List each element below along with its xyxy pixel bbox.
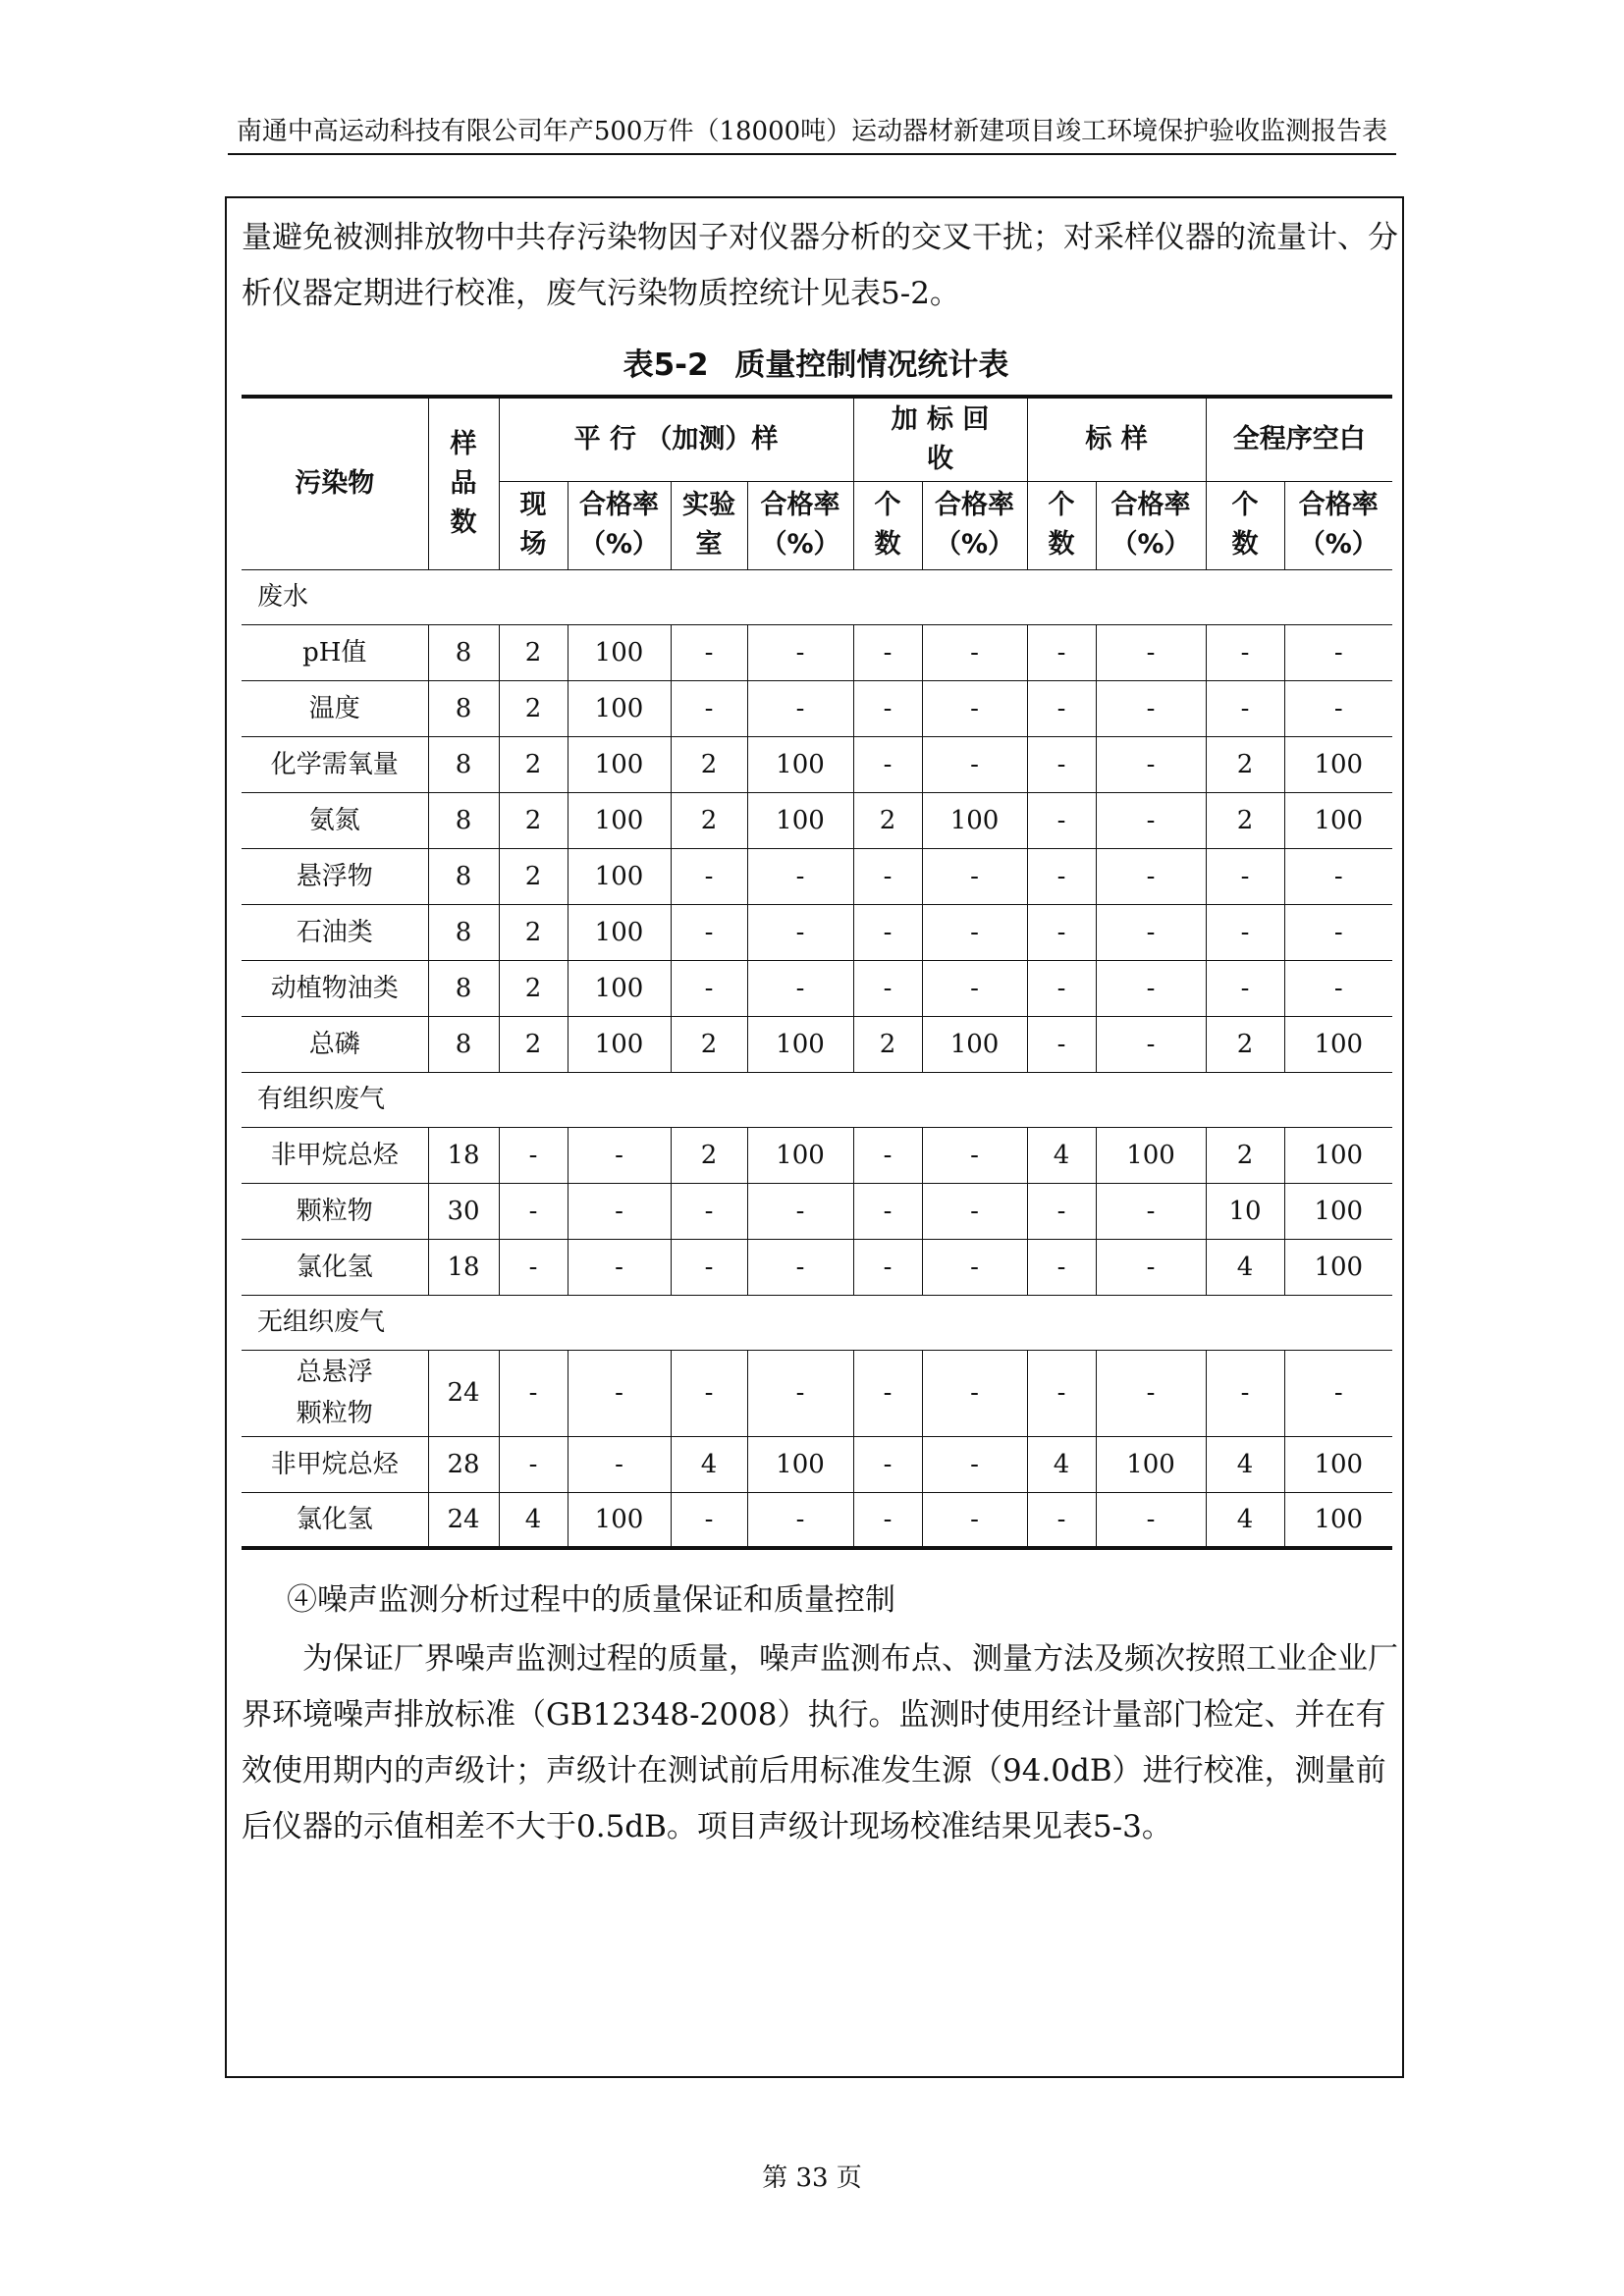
value-cell: - <box>1096 848 1206 904</box>
value-cell: 100 <box>1096 1127 1206 1183</box>
subheader-spike-rate <box>922 481 1027 569</box>
value-cell: 10 <box>1206 1183 1284 1239</box>
value-cell: 2 <box>853 792 922 848</box>
table-row <box>242 792 1392 848</box>
pollutant-cell: 动植物油类 <box>242 960 428 1016</box>
value-cell: 24 <box>428 1492 499 1548</box>
pollutant-cell: 氯化氢 <box>242 1239 428 1295</box>
value-cell: 100 <box>1284 1127 1392 1183</box>
value-cell: 4 <box>1027 1436 1096 1492</box>
value-cell: 100 <box>568 1492 671 1548</box>
value-cell: 8 <box>428 736 499 792</box>
value-cell: 100 <box>747 1436 853 1492</box>
value-cell: - <box>671 1183 747 1239</box>
noise-paragraph: 为保证厂界噪声监测过程的质量，噪声监测布点、测量方法及频次按照工业企业厂界环境噪声排放标准（GB12348-2008）执行。监测时使用经计量部门检定、并在有效使用期内的声级计；声级计在测试前后用标准发生源（94.0dB）进行校准，测量前后仪器的示值相差不大于0.5dB。项目声级计现场校准结果见表5-3。 <box>242 1641 1398 1844</box>
value-cell: - <box>922 624 1027 680</box>
value-cell: 2 <box>499 736 568 792</box>
table-title <box>242 344 1390 387</box>
value-cell: 100 <box>568 1016 671 1072</box>
value-cell: - <box>853 736 922 792</box>
value-cell: 100 <box>1284 1436 1392 1492</box>
pollutant-cell: 非甲烷总烃 <box>242 1127 428 1183</box>
value-cell: - <box>1206 1350 1284 1436</box>
value-cell: 100 <box>747 1127 853 1183</box>
table-row <box>242 1127 1392 1183</box>
value-cell: 8 <box>428 792 499 848</box>
value-cell: 100 <box>1284 1016 1392 1072</box>
pollutant-cell <box>242 1350 428 1436</box>
value-cell: - <box>747 1239 853 1295</box>
pollutant-cell: 石油类 <box>242 904 428 960</box>
category-row <box>242 1072 1392 1127</box>
value-cell: - <box>747 624 853 680</box>
value-cell: 2 <box>671 1127 747 1183</box>
pollutant-cell: 氯化氢 <box>242 1492 428 1548</box>
value-cell: - <box>1284 680 1392 736</box>
pollutant-cell: 温度 <box>242 680 428 736</box>
quality-control-table <box>242 395 1392 1550</box>
value-cell: - <box>922 1239 1027 1295</box>
pollutant-cell: 氨氮 <box>242 792 428 848</box>
value-cell: 2 <box>499 792 568 848</box>
value-cell: 2 <box>1206 792 1284 848</box>
header-sample-count-text: 样品数 <box>450 428 477 538</box>
category-row <box>242 1295 1392 1350</box>
value-cell: - <box>1206 680 1284 736</box>
value-cell: - <box>1284 960 1392 1016</box>
value-cell: - <box>1027 904 1096 960</box>
value-cell: 2 <box>499 680 568 736</box>
table-row <box>242 680 1392 736</box>
value-cell: 4 <box>671 1436 747 1492</box>
table-row <box>242 736 1392 792</box>
value-cell: 100 <box>568 736 671 792</box>
value-cell: - <box>853 904 922 960</box>
value-cell: - <box>1027 1239 1096 1295</box>
table-row <box>242 1492 1392 1548</box>
value-cell: 100 <box>922 792 1027 848</box>
value-cell: - <box>568 1239 671 1295</box>
value-cell: - <box>1096 680 1206 736</box>
value-cell: - <box>568 1127 671 1183</box>
value-cell: 4 <box>499 1492 568 1548</box>
value-cell: 100 <box>1284 1492 1392 1548</box>
value-cell: - <box>499 1239 568 1295</box>
table-row <box>242 1183 1392 1239</box>
value-cell: - <box>1096 1492 1206 1548</box>
value-cell: - <box>671 680 747 736</box>
value-cell: - <box>922 1350 1027 1436</box>
pollutant-cell: pH值 <box>242 624 428 680</box>
subheader-rate-text: 合格率（%） <box>934 490 1015 560</box>
table-row <box>242 848 1392 904</box>
value-cell: - <box>499 1350 568 1436</box>
value-cell: 24 <box>428 1350 499 1436</box>
subheader-parallel-field-rate <box>568 481 671 569</box>
value-cell: 100 <box>1284 792 1392 848</box>
category-label: 废水 <box>242 569 1392 624</box>
value-cell: - <box>1284 904 1392 960</box>
pollutant-cell: 总磷 <box>242 1016 428 1072</box>
value-cell: - <box>1096 1350 1206 1436</box>
subheader-lab-text: 实验室 <box>681 490 735 560</box>
value-cell: - <box>671 1492 747 1548</box>
value-cell: 4 <box>1206 1436 1284 1492</box>
pollutant-cell: 悬浮物 <box>242 848 428 904</box>
value-cell: 4 <box>1206 1239 1284 1295</box>
subheader-rate-text: 合格率（%） <box>1110 490 1191 560</box>
value-cell: 100 <box>568 792 671 848</box>
subheader-field <box>499 481 568 569</box>
value-cell: - <box>499 1183 568 1239</box>
subheader-rate-text: 合格率（%） <box>760 490 840 560</box>
value-cell: - <box>853 848 922 904</box>
value-cell: 100 <box>568 960 671 1016</box>
value-cell: 100 <box>747 792 853 848</box>
subheader-blank-rate <box>1284 481 1392 569</box>
section-heading: ④噪声监测分析过程中的质量保证和质量控制 <box>287 1582 895 1618</box>
value-cell: 100 <box>922 1016 1027 1072</box>
header-parallel: 平 行 （加测）样 <box>499 397 853 481</box>
category-label: 有组织废气 <box>242 1072 1392 1127</box>
value-cell: - <box>1284 1350 1392 1436</box>
value-cell: 2 <box>1206 1127 1284 1183</box>
value-cell: - <box>671 624 747 680</box>
value-cell: - <box>1096 1016 1206 1072</box>
value-cell: - <box>671 1239 747 1295</box>
value-cell: 8 <box>428 624 499 680</box>
value-cell: - <box>671 848 747 904</box>
value-cell: - <box>747 848 853 904</box>
header-spike <box>853 397 1027 481</box>
pollutant-cell: 非甲烷总烃 <box>242 1436 428 1492</box>
subheader-rate-text: 合格率（%） <box>578 490 660 560</box>
value-cell: 100 <box>747 736 853 792</box>
table-row <box>242 1239 1392 1295</box>
value-cell: 2 <box>499 848 568 904</box>
table-number: 表5-2 <box>623 347 709 383</box>
value-cell: 100 <box>568 848 671 904</box>
value-cell: 2 <box>853 1016 922 1072</box>
value-cell: 18 <box>428 1239 499 1295</box>
pollutant-name: 总悬浮颗粒物 <box>296 1358 373 1428</box>
value-cell: 2 <box>671 1016 747 1072</box>
value-cell: - <box>1027 848 1096 904</box>
value-cell: 8 <box>428 680 499 736</box>
value-cell: - <box>922 1436 1027 1492</box>
category-row <box>242 569 1392 624</box>
value-cell: 100 <box>568 904 671 960</box>
table-row <box>242 1436 1392 1492</box>
value-cell: 100 <box>568 624 671 680</box>
value-cell: - <box>1027 1350 1096 1436</box>
subheader-rate-text: 合格率（%） <box>1298 490 1379 560</box>
value-cell: 2 <box>1206 1016 1284 1072</box>
table-row <box>242 1016 1392 1072</box>
value-cell: 4 <box>1027 1127 1096 1183</box>
value-cell: 100 <box>1284 1183 1392 1239</box>
value-cell: 100 <box>747 1016 853 1072</box>
value-cell: 8 <box>428 904 499 960</box>
value-cell: 18 <box>428 1127 499 1183</box>
subheader-standard-count <box>1027 481 1096 569</box>
table-body <box>242 569 1392 1548</box>
value-cell: - <box>1096 736 1206 792</box>
pollutant-cell: 颗粒物 <box>242 1183 428 1239</box>
value-cell: - <box>1027 1492 1096 1548</box>
value-cell: - <box>1096 904 1206 960</box>
value-cell: 8 <box>428 960 499 1016</box>
value-cell: - <box>853 1183 922 1239</box>
value-cell: - <box>1027 736 1096 792</box>
table-row <box>242 960 1392 1016</box>
value-cell: 2 <box>671 736 747 792</box>
value-cell: 2 <box>499 904 568 960</box>
value-cell: - <box>747 960 853 1016</box>
value-cell: - <box>1027 960 1096 1016</box>
value-cell: - <box>922 736 1027 792</box>
value-cell: 100 <box>1096 1436 1206 1492</box>
value-cell: 2 <box>499 1016 568 1072</box>
value-cell: - <box>747 1183 853 1239</box>
subheader-count-text: 个数 <box>1231 490 1259 560</box>
value-cell: - <box>671 960 747 1016</box>
header-blank: 全程序空白 <box>1206 397 1392 481</box>
value-cell: - <box>499 1436 568 1492</box>
value-cell: - <box>922 904 1027 960</box>
table-row <box>242 624 1392 680</box>
value-cell: - <box>1096 960 1206 1016</box>
value-cell: - <box>1206 960 1284 1016</box>
value-cell: 8 <box>428 1016 499 1072</box>
table-row <box>242 904 1392 960</box>
value-cell: - <box>568 1436 671 1492</box>
value-cell: - <box>568 1350 671 1436</box>
value-cell: - <box>1096 624 1206 680</box>
value-cell: - <box>922 680 1027 736</box>
value-cell: - <box>853 1127 922 1183</box>
value-cell: - <box>1096 1183 1206 1239</box>
value-cell: - <box>1284 848 1392 904</box>
value-cell: - <box>1206 624 1284 680</box>
value-cell: - <box>1096 792 1206 848</box>
value-cell: 100 <box>568 680 671 736</box>
value-cell: - <box>1206 848 1284 904</box>
subheader-standard-rate <box>1096 481 1206 569</box>
value-cell: - <box>1027 680 1096 736</box>
value-cell: 2 <box>671 792 747 848</box>
value-cell: - <box>499 1127 568 1183</box>
table-row <box>242 1350 1392 1436</box>
value-cell: - <box>853 1492 922 1548</box>
subheader-lab <box>671 481 747 569</box>
value-cell: 100 <box>1284 736 1392 792</box>
value-cell: - <box>853 1350 922 1436</box>
subheader-count-text: 个数 <box>1048 490 1075 560</box>
value-cell: - <box>922 960 1027 1016</box>
value-cell: - <box>1206 904 1284 960</box>
value-cell: - <box>1027 624 1096 680</box>
value-cell: 100 <box>1284 1239 1392 1295</box>
value-cell: - <box>568 1183 671 1239</box>
subheader-field-text: 现场 <box>519 490 547 560</box>
value-cell: - <box>747 1350 853 1436</box>
value-cell: - <box>747 1492 853 1548</box>
value-cell: 8 <box>428 848 499 904</box>
value-cell: - <box>1284 624 1392 680</box>
subheader-parallel-lab-rate <box>747 481 853 569</box>
category-label: 无组织废气 <box>242 1295 1392 1350</box>
intro-paragraph: 量避免被测排放物中共存污染物因子对仪器分析的交叉干扰；对采样仪器的流量计、分析仪器定期进行校准，废气污染物质控统计见表5-2。 <box>242 220 1398 311</box>
value-cell: - <box>747 680 853 736</box>
value-cell: - <box>747 904 853 960</box>
value-cell: - <box>1096 1239 1206 1295</box>
header-standard: 标 样 <box>1027 397 1206 481</box>
value-cell: 2 <box>499 960 568 1016</box>
value-cell: - <box>671 904 747 960</box>
value-cell: - <box>853 960 922 1016</box>
value-cell: 2 <box>1206 736 1284 792</box>
value-cell: - <box>853 1239 922 1295</box>
value-cell: - <box>922 1492 1027 1548</box>
header-pollutant: 污染物 <box>242 397 428 569</box>
pollutant-cell: 化学需氧量 <box>242 736 428 792</box>
value-cell: - <box>853 1436 922 1492</box>
value-cell: - <box>1027 1183 1096 1239</box>
header-spike-text: 加 标 回 收 <box>891 403 990 474</box>
value-cell: - <box>1027 792 1096 848</box>
value-cell: 2 <box>499 624 568 680</box>
value-cell: - <box>922 848 1027 904</box>
table-caption: 质量控制情况统计表 <box>734 347 1009 383</box>
value-cell: 4 <box>1206 1492 1284 1548</box>
header-sample-count <box>428 397 499 569</box>
value-cell: - <box>1027 1016 1096 1072</box>
value-cell: - <box>922 1183 1027 1239</box>
page-header: 南通中高运动科技有限公司年产500万件（18000吨）运动器材新建项目竣工环境保护验收监测报告表 <box>228 114 1396 155</box>
page-number: 第 33 页 <box>762 2163 862 2193</box>
subheader-blank-count <box>1206 481 1284 569</box>
value-cell: 30 <box>428 1183 499 1239</box>
subheader-count-text: 个数 <box>874 490 901 560</box>
value-cell: 28 <box>428 1436 499 1492</box>
subheader-spike-count <box>853 481 922 569</box>
value-cell: - <box>922 1127 1027 1183</box>
value-cell: - <box>853 680 922 736</box>
value-cell: - <box>853 624 922 680</box>
value-cell: - <box>671 1350 747 1436</box>
